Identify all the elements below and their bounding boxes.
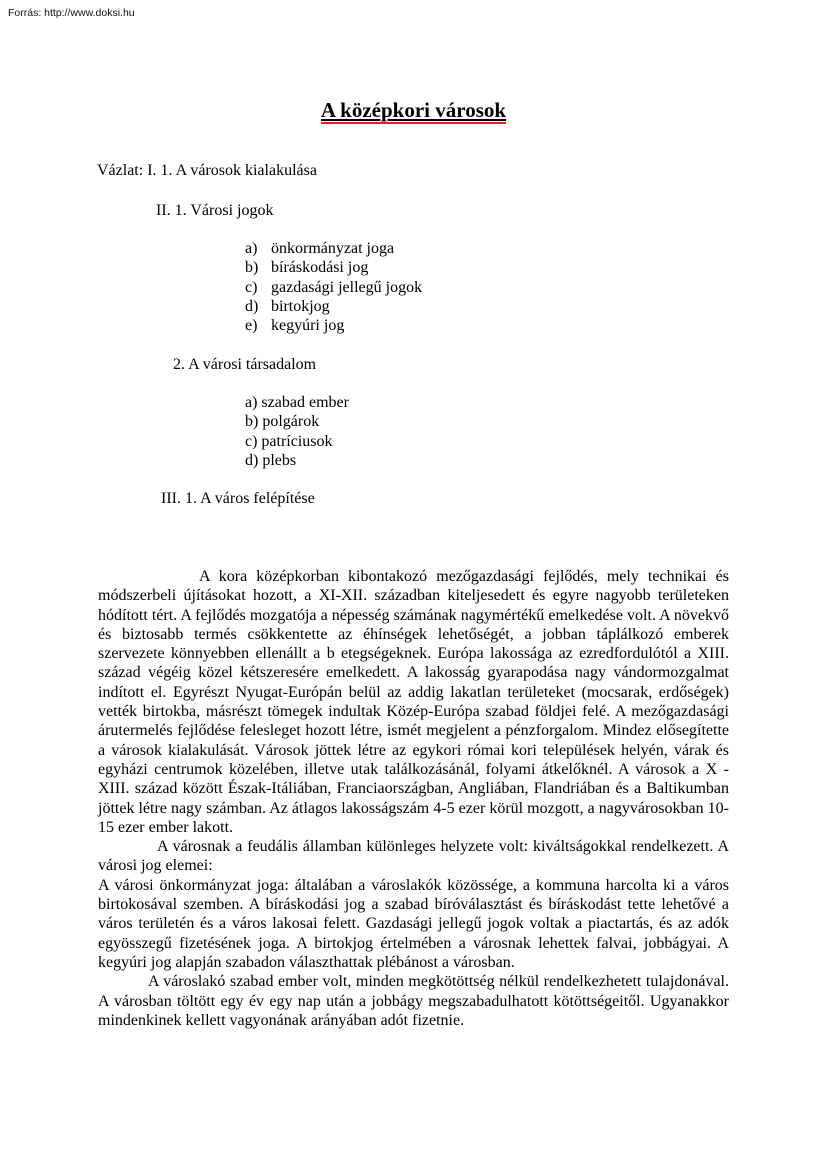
paragraph-origins: A kora középkorban kibontakozó mezőgazdasági fejlődés, mely technikai és módszerbeli újításokat hozott, a XI-XII. században kiteljesedett és egyre nagyobb területeken hódított tért. A fejlődés mozgatója a népesség számának nagymértékű emelkedése volt. A növekvő és biztosabb termés csökkentette az éhínségek lehetőségét, a jobban táplálkozó emberek szervezete könnyebben ellenállt a b etegségeknek. Európa lakossága az ezredfordulótól a XIII. század végéig közel kétszeresére emelkedett. A lakosság gyarapodása nagy vándormozgalmat indított el. Egyrészt Nyugat-Európán belül az addig lakatlan területeket (mocsarak, erdőségek) vették birtokba, másrészt tömegek indultak Közép-Európa szabad földjei felé. A mezőgazdasági árutermelés fejlődése felesleget hozott létre, ismét megjelent a pénzforgalom. Mindez elősegítette a városok kialakulását. Városok jöttek létre az egykori római kori települések helyén, várak és egyházi centrumok közelében, illetve utak találkozásánál, folyami átkelőknél. A városok a X -XIII. század között Észak-Itáliában, Franciaországban, Angliában, Flandriában és a Baltikumban jöttek létre nagy számban. Az átlagos lakosságszám 4-5 ezer körül mozgott, a nagyvárosokban 10-15 ezer ember lakott. (98, 568, 729, 836)
list-item (245, 316, 422, 335)
society-list (245, 393, 349, 470)
list-item: c) patríciusok (245, 432, 333, 450)
list-item (245, 258, 422, 277)
outline-section-3-heading: III. 1. A város felépítése (161, 490, 315, 507)
paragraph-city-status: A városnak a feudális államban különleges helyzete volt: kiváltságokkal rendelkezett. A városi jog elemei: (98, 838, 729, 875)
list-item: a) szabad ember (245, 394, 349, 411)
list-marker: a) (245, 240, 258, 257)
outline-line-1: Vázlat: I. 1. A városok kialakulása (97, 162, 317, 179)
list-item: b) polgárok (245, 413, 320, 431)
list-item (245, 239, 422, 258)
source-label: Forrás: http://www.doksi.hu (8, 7, 135, 19)
list-item-text: birtokjog (271, 297, 330, 315)
list-marker: d) (245, 297, 259, 315)
list-marker: c) (245, 278, 258, 296)
list-item: d) plebs (245, 451, 297, 469)
rights-list (245, 239, 422, 335)
list-item (245, 278, 422, 297)
title-container (0, 99, 827, 124)
outline-section-2-heading: II. 1. Városi jogok (156, 202, 274, 219)
page-title: A középkori városok (320, 98, 507, 122)
outline-section-2b-heading: 2. A városi társadalom (173, 356, 317, 373)
paragraph-citizens: A városlakó szabad ember volt, minden megkötöttség nélkül rendelkezhetett tulajdonával. A városban töltött egy év egy nap után a jobbágy megszabadulhatott kötöttségeitől. Ugyanakkor mindenkinek kellett vagyonának arányában adót fizetnie. (98, 973, 729, 1029)
list-item (245, 297, 422, 316)
list-item-text: kegyúri jog (271, 317, 345, 335)
list-item-text: bíráskodási jog (271, 259, 369, 277)
list-marker: b) (245, 259, 259, 277)
list-item-text: gazdasági jellegű jogok (271, 278, 423, 296)
body-text (98, 567, 729, 1030)
list-marker: e) (245, 317, 258, 335)
paragraph-city-rights: A városi önkormányzat joga: általában a városlakók közössége, a kommuna harcolta ki a város birtokosával szemben. A bíráskodási jog a szabad bíróválasztást és bíráskodást tette lehetővé a város területén és a város lakosai felett. Gazdasági jellegű jogok voltak a piactartás, és az adók egyösszegű fizetésének joga. A birtokjog értelmében a városnak lehettek falvai, jobbágyai. A kegyúri jog alapján szabadon választhattak plébánost a városban. (98, 876, 729, 971)
list-item-text: önkormányzat joga (271, 240, 395, 257)
